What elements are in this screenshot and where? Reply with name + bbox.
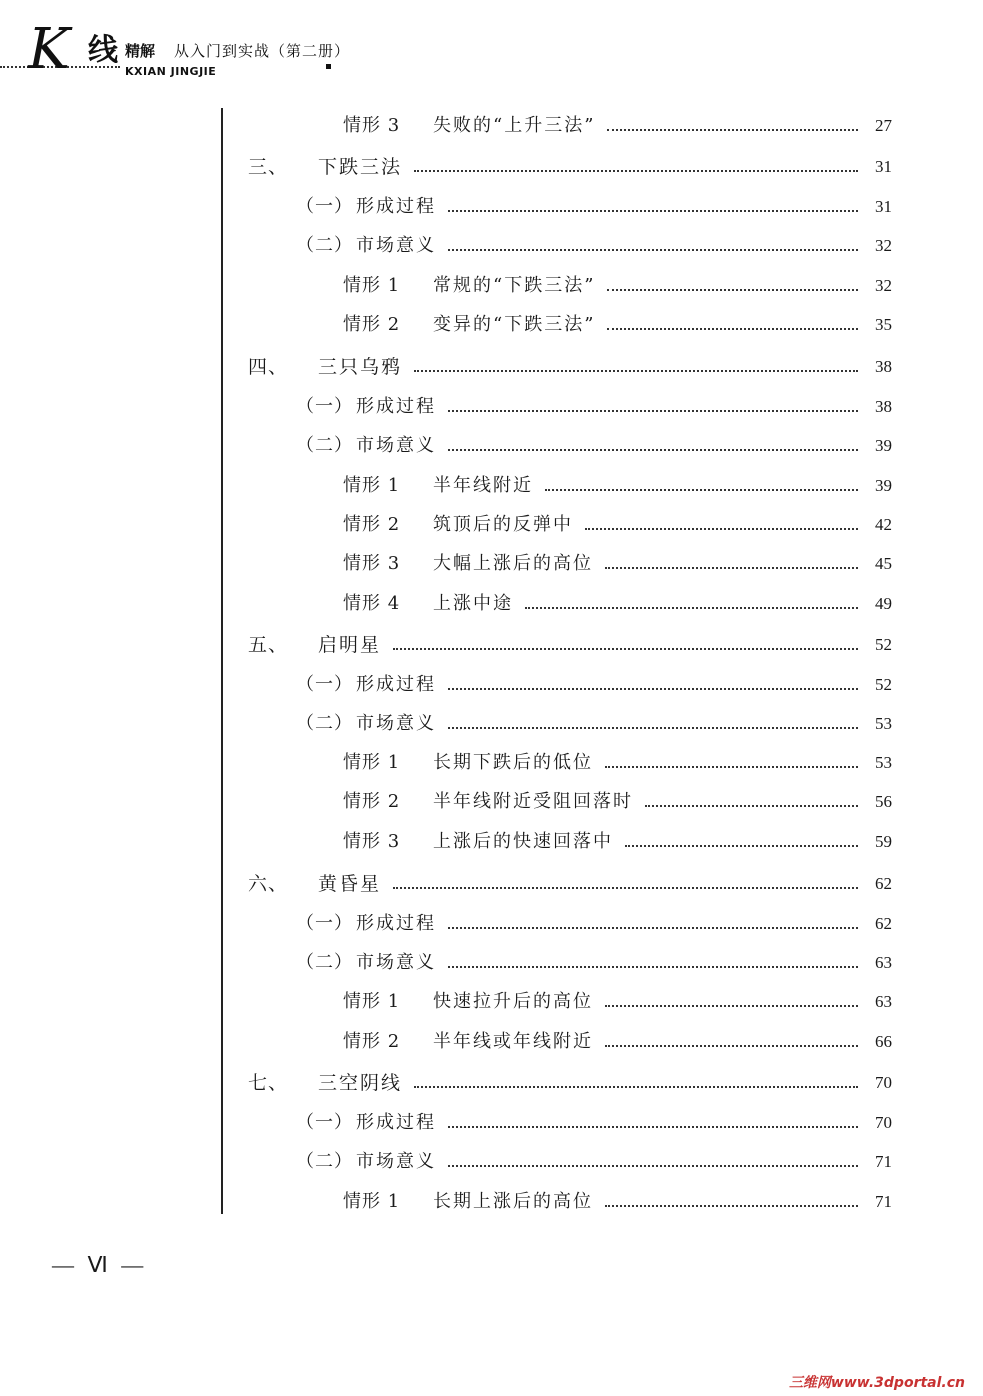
toc-entry-number: 五、 [248, 634, 289, 656]
toc-entry-page: 71 [875, 1152, 892, 1171]
toc-entry-title: 长期上涨后的高位 [433, 1191, 593, 1212]
logo-jingjie: 精解 [125, 42, 156, 60]
toc-entry-title: 半年线附近受阻回落时 [433, 791, 633, 812]
toc-entry[interactable] [0, 1142, 983, 1182]
toc-entry-number: 情形 3 [343, 115, 401, 136]
toc-entry[interactable] [0, 1063, 983, 1103]
toc-entry-title: 形成过程 [356, 396, 436, 417]
toc-entry[interactable] [0, 1022, 983, 1062]
toc-entry-page: 35 [875, 315, 892, 334]
toc-entry-number: （一） [296, 674, 353, 695]
toc-entry-number: （二） [296, 952, 353, 973]
toc-leader-dots [448, 410, 858, 412]
toc-entry-page: 56 [875, 792, 892, 811]
toc-entry-page: 66 [875, 1032, 892, 1051]
toc-entry-title: 形成过程 [356, 196, 436, 217]
toc-leader-dots [605, 1205, 858, 1207]
toc-entry-title: 快速拉升后的高位 [433, 991, 593, 1012]
toc-leader-dots [414, 370, 858, 372]
toc-entry-title: 市场意义 [356, 435, 436, 456]
toc-entry-number: （二） [296, 435, 353, 456]
toc-entry-number: 情形 2 [343, 791, 401, 812]
toc-entry[interactable] [0, 466, 983, 506]
toc-entry-page: 39 [875, 436, 892, 455]
toc-entry[interactable] [0, 625, 983, 665]
toc-entry-title: 筑顶后的反弹中 [433, 514, 573, 535]
toc-entry-number: 六、 [248, 873, 289, 895]
toc-leader-dots [448, 249, 858, 251]
toc-entry[interactable] [0, 387, 983, 427]
toc-entry-page: 31 [875, 197, 892, 216]
toc-entry-number: 情形 1 [343, 991, 401, 1012]
watermark: 三维网www.3dportal.cn [788, 1375, 965, 1391]
toc-entry-page: 53 [875, 714, 892, 733]
toc-leader-dots [448, 1165, 858, 1167]
toc-entry-title: 形成过程 [356, 913, 436, 934]
toc-entry-title: 长期下跌后的低位 [433, 752, 593, 773]
toc-entry-page: 71 [875, 1192, 892, 1211]
toc-entry-title: 黄昏星 [318, 873, 382, 895]
toc-leader-dots [605, 567, 858, 569]
toc-entry[interactable] [0, 743, 983, 783]
page-header [0, 0, 983, 110]
toc-leader-dots [607, 328, 858, 330]
toc-entry[interactable] [0, 187, 983, 227]
toc-leader-dots [645, 805, 858, 807]
toc-leader-dots [605, 1045, 858, 1047]
toc-entry-page: 70 [875, 1113, 892, 1132]
toc-entry-title: 市场意义 [356, 952, 436, 973]
toc-entry-page: 62 [875, 914, 892, 933]
toc-entry[interactable] [0, 904, 983, 944]
toc-entry[interactable] [0, 782, 983, 822]
toc-entry-number: 情形 2 [343, 1031, 401, 1052]
toc-entry-number: （二） [296, 713, 353, 734]
toc-entry-page: 45 [875, 554, 892, 573]
toc-leader-dots [448, 927, 858, 929]
toc-leader-dots [448, 210, 858, 212]
toc-entry[interactable] [0, 704, 983, 744]
toc-entry-page: 62 [875, 874, 892, 893]
toc-entry-title: 常规的“下跌三法” [433, 275, 596, 296]
toc-entry[interactable] [0, 943, 983, 983]
toc-leader-dots [448, 727, 858, 729]
toc-entry[interactable] [0, 106, 983, 146]
toc-leader-dots [414, 1086, 858, 1088]
toc-entry-title: 半年线附近 [433, 475, 533, 496]
toc-entry-page: 27 [875, 116, 892, 135]
toc-leader-dots [414, 170, 858, 172]
toc-entry[interactable] [0, 226, 983, 266]
toc-entry-title: 下跌三法 [318, 156, 403, 178]
toc-entry[interactable] [0, 1182, 983, 1222]
toc-entry-title: 市场意义 [356, 235, 436, 256]
toc-entry[interactable] [0, 665, 983, 705]
toc-entry-title: 上涨后的快速回落中 [433, 831, 613, 852]
toc-entry-title: 启明星 [318, 634, 382, 656]
logo-xian: 线 [88, 33, 118, 68]
toc-entry-number: （一） [296, 396, 353, 417]
toc-entry-number: 情形 1 [343, 752, 401, 773]
toc-entry[interactable] [0, 305, 983, 345]
toc-leader-dots [607, 129, 858, 131]
toc-entry-title: 半年线或年线附近 [433, 1031, 593, 1052]
toc-entry-number: （一） [296, 913, 353, 934]
book-subtitle: 从入门到实战（第二册） [174, 42, 351, 60]
toc-entry[interactable] [0, 1103, 983, 1143]
toc-entry-title: 变异的“下跌三法” [433, 314, 596, 335]
toc-entry[interactable] [0, 266, 983, 306]
toc-entry-number: 七、 [248, 1072, 289, 1094]
toc-leader-dots [448, 1126, 858, 1128]
toc-leader-dots [448, 449, 858, 451]
toc-entry-page: 53 [875, 753, 892, 772]
toc-leader-dots [448, 688, 858, 690]
logo-pinyin: KXIAN JINGJIE [125, 65, 217, 78]
toc-leader-dots [605, 1005, 858, 1007]
toc-entry-title: 大幅上涨后的高位 [433, 553, 593, 574]
logo-k: K [28, 17, 64, 82]
toc-entry-page: 63 [875, 992, 892, 1011]
toc-leader-dots [605, 766, 858, 768]
toc-entry-title: 形成过程 [356, 674, 436, 695]
toc-entry-page: 52 [875, 675, 892, 694]
toc-entry[interactable] [0, 982, 983, 1022]
toc-leader-dots [525, 607, 858, 609]
toc-entry-title: 三空阴线 [318, 1072, 403, 1094]
toc-entry-number: 四、 [248, 356, 289, 378]
toc-entry-page: 32 [875, 276, 892, 295]
toc-entry-number: 情形 2 [343, 514, 401, 535]
toc-entry[interactable] [0, 347, 983, 387]
toc-entry-page: 31 [875, 157, 892, 176]
toc-entry-title: 上涨中途 [433, 593, 513, 614]
toc-leader-dots [607, 289, 858, 291]
toc-entry-page: 52 [875, 635, 892, 654]
toc-entry-page: 59 [875, 832, 892, 851]
toc-entry-number: 三、 [248, 156, 289, 178]
toc-entry-number: 情形 1 [343, 1191, 401, 1212]
page-number: — Ⅵ — [52, 1252, 148, 1277]
toc-entry-number: 情形 2 [343, 314, 401, 335]
toc-entry-title: 市场意义 [356, 713, 436, 734]
toc-entry-title: 三只乌鸦 [318, 356, 403, 378]
toc-leader-dots [448, 966, 858, 968]
toc-entry-page: 42 [875, 515, 892, 534]
toc-entry-number: （一） [296, 1112, 353, 1133]
toc-entry-page: 49 [875, 594, 892, 613]
toc-entry[interactable] [0, 426, 983, 466]
toc-entry-number: 情形 3 [343, 831, 401, 852]
toc-entry-number: 情形 1 [343, 275, 401, 296]
toc-leader-dots [393, 887, 858, 889]
toc-entry[interactable] [0, 864, 983, 904]
toc-entry-page: 39 [875, 476, 892, 495]
toc-entry[interactable] [0, 147, 983, 187]
toc-entry-number: 情形 3 [343, 553, 401, 574]
toc-leader-dots [393, 648, 858, 650]
toc-entry-page: 38 [875, 357, 892, 376]
toc-entry-number: （一） [296, 196, 353, 217]
toc-entry-title: 市场意义 [356, 1151, 436, 1172]
toc-entry[interactable] [0, 584, 983, 624]
toc-entry[interactable] [0, 544, 983, 584]
toc-entry-page: 38 [875, 397, 892, 416]
toc-entry[interactable] [0, 505, 983, 545]
toc-entry[interactable] [0, 822, 983, 862]
header-square-mark [326, 64, 331, 69]
toc-entry-title: 失败的“上升三法” [433, 115, 596, 136]
toc-entry-page: 32 [875, 236, 892, 255]
toc-leader-dots [545, 489, 858, 491]
toc-entry-page: 63 [875, 953, 892, 972]
toc-leader-dots [625, 845, 858, 847]
toc-entry-number: （二） [296, 235, 353, 256]
toc-leader-dots [585, 528, 858, 530]
toc-entry-number: 情形 4 [343, 593, 401, 614]
toc-entry-title: 形成过程 [356, 1112, 436, 1133]
toc-entry-number: （二） [296, 1151, 353, 1172]
toc-entry-page: 70 [875, 1073, 892, 1092]
toc-entry-number: 情形 1 [343, 475, 401, 496]
